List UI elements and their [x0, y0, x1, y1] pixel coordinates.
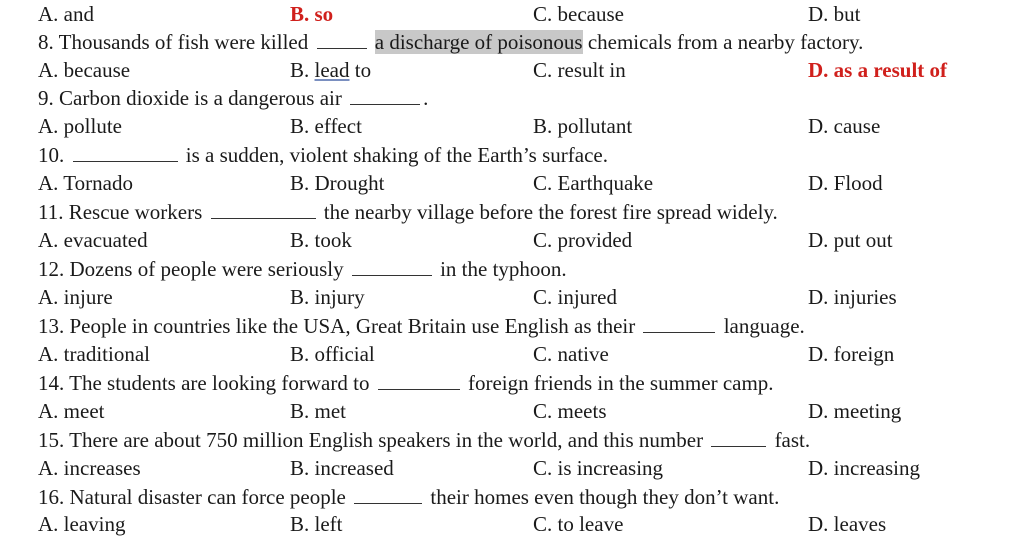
- q13-blank: [643, 314, 715, 333]
- q7-option-b: B. so: [290, 2, 334, 26]
- q15-option-c: C. is increasing: [533, 456, 664, 480]
- q8-option-b-letter: B.: [290, 58, 310, 82]
- q11-blank: [211, 200, 316, 219]
- q8-option-b: [290, 56, 371, 84]
- q14-blank: [378, 371, 460, 390]
- q7-option-a: A. and: [38, 2, 94, 26]
- q12-text-post: in the typhoon.: [440, 257, 567, 281]
- q13-text-post: language.: [723, 314, 805, 338]
- q8-option-d: D. as a result of: [808, 58, 948, 82]
- q12-option-b: B. injury: [290, 285, 365, 309]
- q11-option-c: C. provided: [533, 228, 633, 252]
- q11-text-pre: 11. Rescue workers: [38, 200, 203, 224]
- q14-option-c: C. meets: [533, 399, 607, 423]
- q10-option-a: A. Tornado: [38, 171, 133, 195]
- q10-text: is a sudden, violent shaking of the Earth’s surface.: [185, 143, 608, 167]
- q14-option-a: A. meet: [38, 399, 105, 423]
- q13-option-a: A. traditional: [38, 342, 150, 366]
- q10-blank: [73, 143, 178, 162]
- q12-blank: [352, 257, 432, 276]
- q12-text-pre: 12. Dozens of people were seriously: [38, 257, 344, 281]
- q13-option-c: C. native: [533, 342, 609, 366]
- q14-text-post: foreign friends in the summer camp.: [467, 371, 774, 395]
- q11-option-b: B. took: [290, 228, 352, 252]
- q12-option-d: D. injuries: [808, 285, 897, 309]
- q12-option-c: C. injured: [533, 285, 617, 309]
- q11-text-post: the nearby village before the forest fire spread widely.: [323, 200, 778, 224]
- q16-option-d: D. leaves: [808, 512, 887, 536]
- q8-blank: [317, 30, 367, 49]
- q14-option-b: B. met: [290, 399, 346, 423]
- q8-highlight: a discharge of poisonous: [374, 30, 583, 54]
- q10-option-b: B. Drought: [290, 171, 385, 195]
- q8-option-b-word: lead: [314, 58, 350, 82]
- q16-text-pre: 16. Natural disaster can force people: [38, 485, 346, 509]
- q15-option-b: B. increased: [290, 456, 394, 480]
- q16-option-b: B. left: [290, 512, 343, 536]
- q13-text-pre: 13. People in countries like the USA, Great Britain use English as their: [38, 314, 636, 338]
- q9-option-c: B. pollutant: [533, 114, 633, 138]
- q15-blank: [711, 428, 766, 447]
- q8-option-a: A. because: [38, 58, 131, 82]
- q9-option-a: A. pollute: [38, 114, 122, 138]
- q7-option-c: C. because: [533, 2, 624, 26]
- q8-option-b-rest: to: [354, 58, 372, 82]
- q14-text-pre: 14. The students are looking forward to: [38, 371, 370, 395]
- q15-option-d: D. increasing: [808, 456, 920, 480]
- q16-text-post: their homes even though they don’t want.: [430, 485, 780, 509]
- q9-option-b: B. effect: [290, 114, 362, 138]
- q10-option-d: D. Flood: [808, 171, 883, 195]
- q10-number: 10.: [38, 143, 65, 167]
- q11-option-d: D. put out: [808, 228, 893, 252]
- q8-option-c: C. result in: [533, 58, 626, 82]
- q8-text-pre: Thousands of fish were killed: [58, 30, 309, 54]
- q15-text-post: fast.: [774, 428, 811, 452]
- q16-option-a: A. leaving: [38, 512, 126, 536]
- q15-option-a: A. increases: [38, 456, 141, 480]
- q16-blank: [354, 485, 422, 504]
- q9-end: .: [423, 86, 429, 110]
- q15-text-pre: 15. There are about 750 million English speakers in the world, and this number: [38, 428, 704, 452]
- q16-option-c: C. to leave: [533, 512, 624, 536]
- q7-option-d: D. but: [808, 2, 861, 26]
- q14-option-d: D. meeting: [808, 399, 902, 423]
- q12-option-a: A. injure: [38, 285, 113, 309]
- q9-blank: [350, 86, 420, 105]
- q8-number: 8.: [38, 30, 54, 54]
- q9-option-d: D. cause: [808, 114, 881, 138]
- q10-option-c: C. Earthquake: [533, 171, 654, 195]
- q13-option-d: D. foreign: [808, 342, 895, 366]
- q8-text-post: chemicals from a nearby factory.: [587, 30, 864, 54]
- q13-option-b: B. official: [290, 342, 375, 366]
- q11-option-a: A. evacuated: [38, 228, 148, 252]
- q9-text: 9. Carbon dioxide is a dangerous air: [38, 86, 342, 110]
